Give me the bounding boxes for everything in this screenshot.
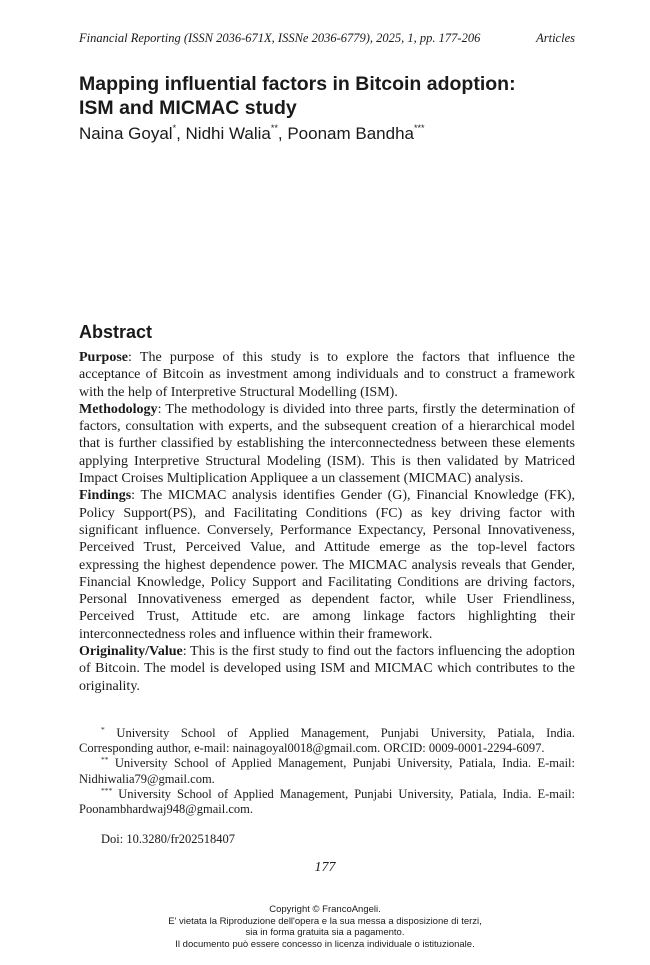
section-label: Originality/Value — [79, 644, 183, 660]
section-label: Methodology — [79, 401, 158, 417]
author-mark: *** — [414, 123, 425, 133]
footnote-text: University School of Applied Management, Punjabi University, Patiala, India. Corresponding author, e-mail: nainagoyal0018@gmail.com. ORCID: 0009-0001-2294-6097. — [79, 726, 575, 756]
footnote — [79, 787, 575, 817]
copyright-line: Il documento può essere concesso in licenza individuale o istituzionale. — [175, 938, 475, 950]
abstract-heading: Abstract — [79, 322, 153, 342]
copyright-line: Copyright © FrancoAngeli. — [269, 904, 381, 915]
title-line-2: ISM and MICMAC study — [79, 97, 297, 119]
section-text: : This is the first study to find out the factors influencing the adoption of Bitcoin. The model is developed using ISM and MICMAC which contributes to the originality. — [79, 644, 575, 694]
author-separator: , — [176, 124, 186, 143]
copyright-line: sia in forma gratuita sia a pagamento. — [245, 927, 405, 938]
footnote — [79, 726, 575, 756]
abstract-originality — [79, 643, 575, 695]
section-label: Articles — [536, 31, 575, 45]
section-text: : The methodology is divided into three parts, firstly the determination of factors, consultation with experts, and the subsequent creation of a hierarchical model that is further classified by establishing the interconnectedness between these elements applying Interpretive Structural Modeling (ISM). This is then validated by Matriced Impact Croises Multiplication Appliquee a un classement (MICMAC) analysis. — [79, 401, 575, 487]
footnote-text: University School of Applied Management, Punjabi University, Patiala, India. E-mail: Nidhiwalia79@gmail.com. — [79, 756, 575, 786]
abstract-findings — [79, 487, 575, 643]
section-text: : The MICMAC analysis identifies Gender (G), Financial Knowledge (FK), Policy Support(PS), and Facilitating Conditions (FC) as key driving factor with significant influence. Conversely, Performance Expectancy, Personal Innovativeness, Perceived Trust, Perceived Value, and Attitude emerge as the top-level factors expressing the highest dependence power. The MICMAC analysis reveals that Gender, Financial Knowledge, Policy Support and Facilitating Conditions are driving factors, Personal Innovativeness emerged as dependent factor, while User Friendliness, Perceived Trust, Attitude etc. are among linkage factors highlighting their interconnectedness roles and influence within their framework. — [79, 488, 575, 642]
footnote-mark: ** — [101, 755, 109, 765]
footnote — [79, 756, 575, 786]
author-separator: , — [277, 124, 288, 143]
paper-title — [79, 72, 579, 120]
abstract-body — [79, 349, 575, 695]
copyright-notice — [0, 904, 650, 950]
footnote-mark: *** — [101, 785, 113, 795]
author-mark: ** — [270, 123, 278, 133]
footnote-mark: * — [101, 725, 105, 734]
page-number: 177 — [314, 860, 336, 875]
title-line-1: Mapping influential factors in Bitcoin adoption: — [79, 73, 516, 95]
abstract-purpose — [79, 349, 575, 401]
journal-citation: Financial Reporting (ISSN 2036-671X, ISSNe 2036-6779), 2025, 1, pp. 177-206 — [79, 31, 481, 45]
author-footnotes — [79, 726, 575, 817]
doi: Doi: 10.3280/fr202518407 — [101, 832, 236, 846]
section-label: Purpose — [79, 350, 128, 365]
author-list — [79, 124, 425, 144]
running-header — [79, 31, 575, 46]
author-name: Nidhi Walia — [185, 124, 271, 143]
author-mark: * — [172, 123, 177, 133]
author-name: Naina Goyal — [79, 124, 173, 143]
copyright-line: E' vietata la Riproduzione dell'opera e la sua messa a disposizione di terzi, — [168, 915, 482, 927]
footnote-text: University School of Applied Management, Punjabi University, Patiala, India. E-mail: Poonambhardwaj948@gmail.com. — [79, 786, 575, 817]
author-name: Poonam Bandha — [287, 124, 414, 143]
abstract-methodology — [79, 401, 575, 487]
section-label: Findings — [79, 488, 132, 504]
section-text: : The purpose of this study is to explore the factors that influence the acceptance of Bitcoin as investment among individuals and to construct a framework with the help of Interpretive Structural Modelling (ISM). — [79, 350, 575, 400]
